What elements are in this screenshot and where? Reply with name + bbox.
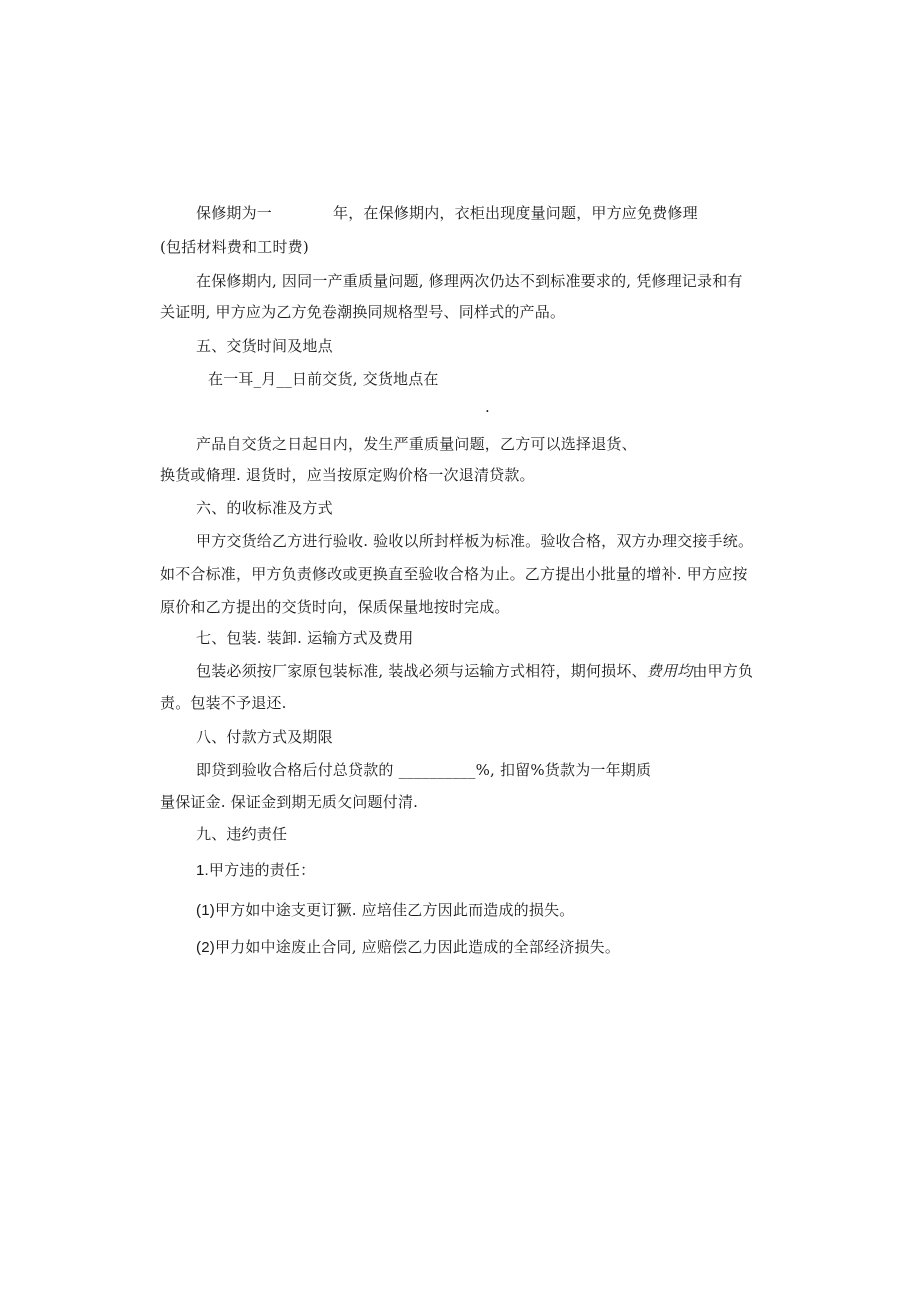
section9-item-3-text: 甲力如中途废止合同, 应赔偿乙力因此造成的全部经济损失。 xyxy=(214,938,621,956)
section7-line-2: 责。包装不予退还. xyxy=(160,694,287,712)
section9-item-2 xyxy=(196,900,574,921)
section5-line-2: 产品自交货之日起日内，发生严重质量问题，乙方可以选择退货、 xyxy=(196,435,637,453)
section9-heading: 九、违约责任 xyxy=(196,825,288,843)
section7-line-1-a: 包装必须按厂家原包装标准, 装战必须与运输方式相符，期何损坏、 xyxy=(196,662,647,680)
section7-heading: 七、包装. 装卸. 运输方式及费用 xyxy=(196,629,414,647)
section5-dot: . xyxy=(485,398,490,416)
section5-heading: 五、交货时间及地点 xyxy=(196,337,333,355)
section5-line-3: 换货或脩理. 退货时，应当按原定购价格一次退清贷款。 xyxy=(160,466,535,484)
warranty-line-1-a: 保修期为一 xyxy=(196,204,273,222)
warranty-line-2: (包括材料费和工时费) xyxy=(160,238,309,256)
section9-item-2-number: (1) xyxy=(196,902,215,919)
section5-line-1: 在一耳_月__日前交货, 交货地点在 xyxy=(208,370,439,388)
section8-heading: 八、付款方式及期限 xyxy=(196,728,333,746)
section8-line-1: 即贷到验收合格后付总贷款的 __________%, 扣留%货款为一年期质 xyxy=(196,761,652,779)
warranty-line-1-cont xyxy=(333,203,698,223)
section9-item-1 xyxy=(196,860,315,881)
warranty-line-1-b: 年，在保修期内，衣柜出现度量问题，甲方应免费修理 xyxy=(333,204,698,222)
section9-item-3 xyxy=(196,937,620,958)
section6-line-3: 原价和乙方提出的交货时向，保质保量地按时完成。 xyxy=(160,598,510,616)
section7-line-1 xyxy=(196,661,753,681)
section6-line-1: 甲方交货给乙方进行验收. 验收以所封样板为标准。验收合格，双方办理交接手统。 xyxy=(196,532,754,550)
warranty-line-1 xyxy=(196,203,272,223)
section6-heading: 六、的收标准及方式 xyxy=(196,499,333,517)
section9-item-3-number: (2) xyxy=(196,939,215,956)
section6-line-2: 如不合标准，甲方负责修改或更换直至验收合格为止。乙方提出小批量的增补. 甲方应按 xyxy=(160,565,748,583)
warranty-line-4: 关证明, 甲方应为乙方免卷潮换同规格型号、同样式的产品。 xyxy=(160,303,566,321)
section9-item-1-text: 甲方违的责任： xyxy=(208,861,316,879)
section8-line-2: 量保证金. 保证金到期无质攵问题付清. xyxy=(160,793,419,811)
section7-line-1-c: 由甲方负 xyxy=(692,662,754,680)
section9-item-2-text: 甲方如中途支更订獗. 应培佳乙方因此而造成的损失。 xyxy=(214,901,575,919)
warranty-line-3: 在保修期内, 因同一产重质量问题, 修理两次仍达不到标准要求的, 凭修理记录和有 xyxy=(196,272,743,290)
section7-line-1-b: 费用均 xyxy=(646,662,693,680)
section9-item-1-number: 1. xyxy=(196,862,209,879)
